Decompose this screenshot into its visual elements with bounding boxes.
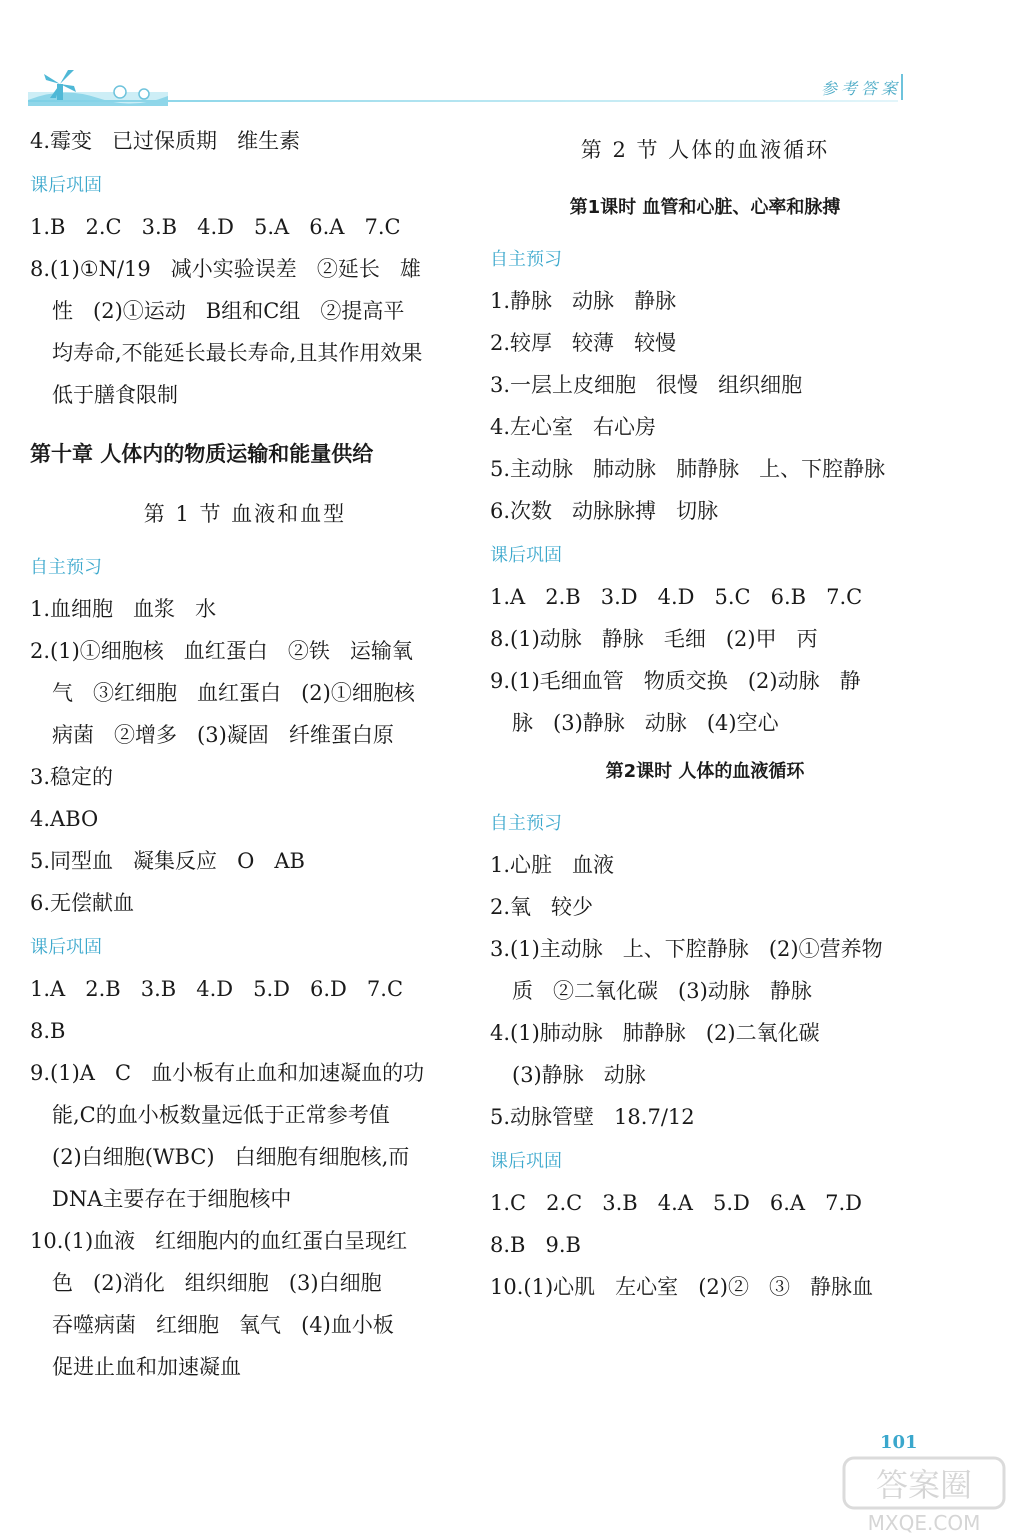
- answer-line: 4.ABO: [30, 807, 99, 831]
- section-label: 自主预习: [30, 557, 102, 578]
- answer-line: 色 (2)消化 组织细胞 (3)白细胞: [52, 1271, 382, 1295]
- answer-line: (2)白细胞(WBC) 白细胞有细胞核,而: [52, 1145, 410, 1169]
- header-label: 参考答案: [820, 79, 901, 98]
- answer-line: 低于膳食限制: [52, 383, 178, 407]
- answer-line: 5.动脉管壁 18.7/12: [490, 1105, 695, 1129]
- answer-line: DNA主要存在于细胞核中: [52, 1187, 292, 1211]
- answer-line: 1.心脏 血液: [490, 853, 615, 877]
- page-number: 101: [880, 1432, 918, 1453]
- watermark-text: 答案圈: [875, 1466, 973, 1504]
- answer-line: 4.(1)肺动脉 肺静脉 (2)二氧化碳: [490, 1021, 820, 1045]
- section-title: 第 2 节 人体的血液循环: [580, 138, 830, 162]
- answer-line: 6.次数 动脉脉搏 切脉: [490, 499, 719, 523]
- section-label: 自主预习: [490, 249, 562, 270]
- answer-line: 3.(1)主动脉 上、下腔静脉 (2)①营养物: [490, 937, 883, 961]
- answer-line: 10.(1)心肌 左心室 (2)② ③ 静脉血: [490, 1275, 873, 1299]
- answer-line: 2.较厚 较薄 较慢: [490, 331, 677, 355]
- lesson-title: 第2课时 人体的血液循环: [605, 761, 805, 782]
- answer-line: 3.稳定的: [30, 765, 114, 789]
- lesson-title: 第1课时 血管和心脏、心率和脉搏: [569, 197, 841, 218]
- answer-line: 1.A 2.B 3.B 4.D 5.D 6.D 7.C: [30, 977, 404, 1001]
- answer-line: 8.B 9.B: [490, 1233, 581, 1257]
- section-label: 自主预习: [490, 813, 562, 834]
- answer-line: (3)静脉 动脉: [512, 1063, 646, 1087]
- answer-line: 1.静脉 动脉 静脉: [490, 289, 677, 313]
- answer-line: 1.血细胞 血浆 水: [30, 597, 217, 621]
- answer-line: 1.A 2.B 3.D 4.D 5.C 6.B 7.C: [490, 585, 863, 609]
- answer-line: 8.B: [30, 1019, 66, 1043]
- answer-line: 8.(1)动脉 静脉 毛细 (2)甲 丙: [490, 627, 818, 651]
- answer-line: 促进止血和加速凝血: [52, 1355, 241, 1379]
- answer-line: 性 (2)①运动 B组和C组 ②提高平: [52, 299, 405, 323]
- answer-line: 8.(1)①N/19 减小实验误差 ②延长 雄: [30, 257, 421, 281]
- answer-line: 1.C 2.C 3.B 4.A 5.D 6.A 7.D: [490, 1191, 862, 1215]
- answer-line: 2.氧 较少: [490, 895, 594, 919]
- answer-line: 4.霉变 已过保质期 维生素: [30, 129, 301, 153]
- section-label: 课后巩固: [30, 175, 102, 196]
- answer-line: 4.左心室 右心房: [490, 415, 657, 439]
- watermark-logo-icon: [842, 1452, 1012, 1536]
- header-rule: [28, 100, 898, 102]
- answer-line: 2.(1)①细胞核 血红蛋白 ②铁 运输氧: [30, 639, 413, 663]
- chapter-title: 第十章 人体内的物质运输和能量供给: [30, 442, 374, 466]
- answer-line: 脉 (3)静脉 动脉 (4)空心: [512, 711, 779, 735]
- answer-line: 病菌 ②增多 (3)凝固 纤维蛋白原: [52, 723, 394, 747]
- watermark-url: MXQE.COM: [867, 1511, 981, 1535]
- answer-line: 质 ②二氧化碳 (3)动脉 静脉: [512, 979, 812, 1003]
- left-column: [30, 120, 460, 1388]
- section-title: 第 1 节 血液和血型: [143, 502, 347, 526]
- answer-line: 5.同型血 凝集反应 O AB: [30, 849, 305, 873]
- answer-line: 10.(1)血液 红细胞内的血红蛋白呈现红: [30, 1229, 408, 1253]
- answer-line: 均寿命,不能延长最长寿命,且其作用效果: [52, 341, 423, 365]
- header-divider: [901, 74, 903, 100]
- section-label: 课后巩固: [490, 545, 562, 566]
- answer-line: 气 ③红细胞 血红蛋白 (2)①细胞核: [52, 681, 415, 705]
- right-column: [490, 120, 920, 1308]
- answer-line: 3.一层上皮细胞 很慢 组织细胞: [490, 373, 803, 397]
- answer-line: 9.(1)A C 血小板有止血和加速凝血的功: [30, 1061, 425, 1085]
- watermark: [842, 1452, 1012, 1536]
- answer-line: 能,C的血小板数量远低于正常参考值: [52, 1103, 390, 1127]
- answer-line: 1.B 2.C 3.B 4.D 5.A 6.A 7.C: [30, 215, 401, 239]
- answer-line: 9.(1)毛细血管 物质交换 (2)动脉 静: [490, 669, 861, 693]
- section-label: 课后巩固: [30, 937, 102, 958]
- answer-line: 6.无偿献血: [30, 891, 135, 915]
- answer-line: 5.主动脉 肺动脉 肺静脉 上、下腔静脉: [490, 457, 886, 481]
- answer-line: 吞噬病菌 红细胞 氧气 (4)血小板: [52, 1313, 394, 1337]
- section-label: 课后巩固: [490, 1151, 562, 1172]
